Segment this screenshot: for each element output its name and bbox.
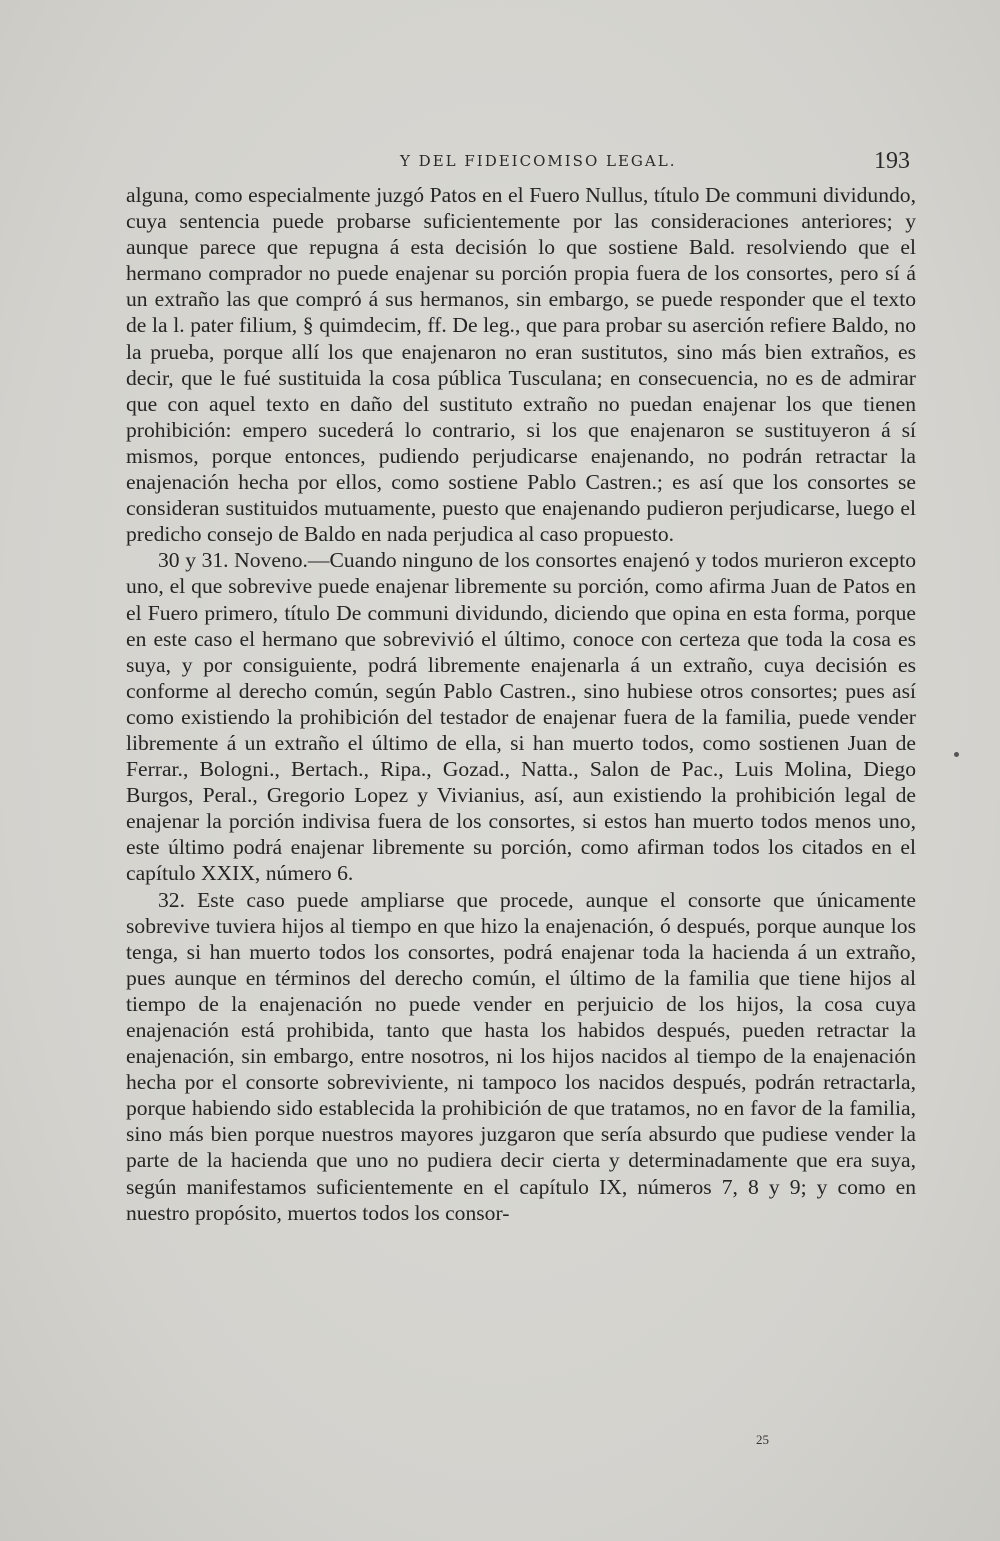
running-head <box>110 148 910 178</box>
paragraph-continuation: alguna, como especialmente juzgó Patos en el Fuero Nullus, título De communi dividundo, cuya sentencia puede probarse suficientemente por las consideraciones anteriores; y aunque parece que repugna á esta decisión lo que sostiene Bald. resolviendo que el hermano comprador no puede enajenar su porción propia fuera de los consortes, pero sí á un extraño las que compró á sus hermanos, sin embargo, se puede responder que el texto de la l. pater filium, § quimdecim, ff. De leg., que para probar su aserción refiere Baldo, no la prueba, porque allí los que enajenaron no eran sustitutos, sino más bien extraños, es decir, que le fué sustituida la cosa pública Tusculana; en consecuencia, no es de admirar que con aquel texto en daño del sustituto extraño no puedan enajenar los que tienen prohibición: empero sucederá lo contrario, si los que enajenaron se sustituyeron á sí mismos, porque entonces, pudiendo perjudicarse enajenando, no podrán retractar la enajenación hecha por ellos, como sostiene Pablo Castren.; es así que los consortes se consideran sustituidos mutuamente, puesto que enajenando pudieron perjudicarse, luego el predicho consejo de Baldo en nada perjudica al caso propuesto. <box>126 183 916 547</box>
body-text <box>126 182 916 1422</box>
running-title: Y DEL FIDEICOMISO LEGAL. <box>400 152 677 170</box>
paragraph-32: 32. Este caso puede ampliarse que procede, aunque el consorte que únicamente sobrevive tuviera hijos al tiempo en que hizo la enajenación, ó después, porque aunque los tenga, si han muerto todos los consortes, podrá enajenar toda la hacienda á un extraño, pues aunque en términos del derecho común, el último de la familia que tiene hijos al tiempo de la enajenación no puede vender en perjuicio de los hijos, la cosa cuya enajenación está prohibida, tanto que hasta los habidos después, pueden retractar la enajenación, sin embargo, entre nosotros, ni los hijos nacidos al tiempo de la enajenación hecha por el consorte sobreviviente, ni tampoco los nacidos después, podrán retractarla, porque habiendo sido establecida la prohibición de que tratamos, no en favor de la familia, sino más bien porque nuestros mayores juzgaron que sería absurdo que pudiese vender la parte de la hacienda que uno no pudiera decir cierta y determinadamente que era suya, según manifestamos suficientemente en el capítulo IX, números 7, 8 y 9; y como en nuestro propósito, muertos todos los consor- <box>126 887 916 1225</box>
paragraph-30-31: 30 y 31. Noveno.—Cuando ninguno de los consortes enajenó y todos murieron excepto uno, el que sobrevive puede enajenar libremente su porción, como afirma Juan de Patos en el Fuero primero, título De communi dividundo, diciendo que opina en esta forma, porque en este caso el hermano que sobrevivió el último, conoce con certeza que toda la cosa es suya, y por consiguiente, podrá libremente enajenarla á un extraño, cuya decisión es conforme al derecho común, según Pablo Castren., sino hubiese otros consortes; pues así como existiendo la prohibición del testador de enajenar fuera de la familia, puede vender libremente á un extraño el último de ella, si han muerto todos, como sostienen Juan de Ferrar., Bologni., Bertach., Ripa., Gozad., Natta., Salon de Pac., Luis Molina, Diego Burgos, Peral., Gregorio Lopez y Vivianius, así, aun existiendo la prohibición legal de enajenar la porción indivisa fuera de los consortes, si estos han muerto todos menos uno, este último podrá enajenar libremente su porción, como afirman todos los citados en el capítulo XXIX, número 6. <box>126 548 916 886</box>
ink-speck <box>954 752 959 757</box>
printer-signature-mark: 25 <box>756 1432 769 1447</box>
page-number: 193 <box>874 148 910 174</box>
